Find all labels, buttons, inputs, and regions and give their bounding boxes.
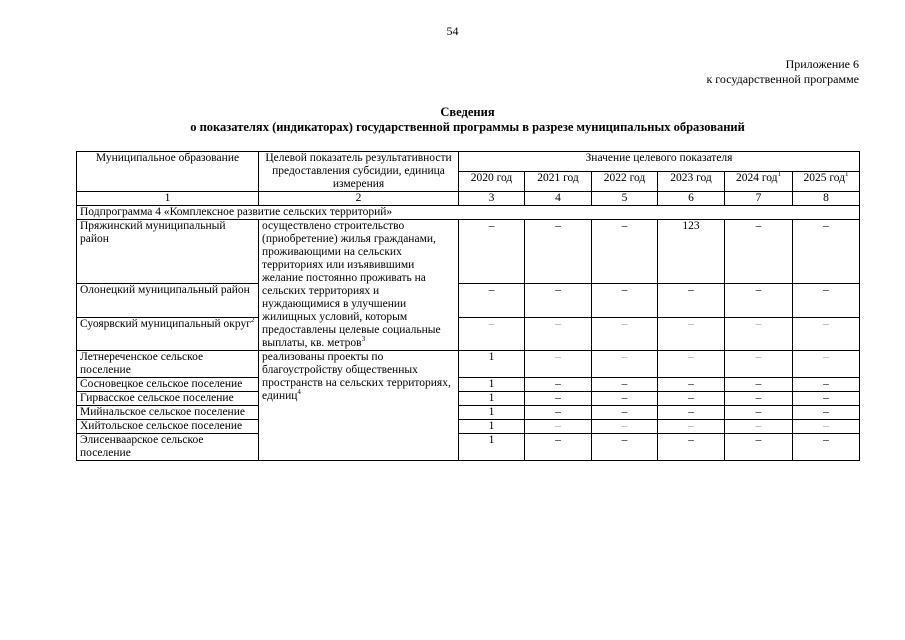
value-cell: –: [525, 220, 592, 284]
header-year: 2022 год: [592, 172, 658, 192]
value-cell: –: [793, 406, 860, 420]
value-cell: –: [592, 351, 658, 378]
value-cell: –: [725, 392, 793, 406]
column-number-row: [77, 192, 860, 206]
subprogram-title: Подпрограмма 4 «Комплексное развитие сельских территорий»: [77, 206, 860, 220]
value-cell: –: [725, 351, 793, 378]
value-cell: –: [725, 434, 793, 461]
footnote-mark: 1: [845, 170, 849, 179]
value-cell: –: [592, 284, 658, 317]
value-cell: –: [793, 378, 860, 392]
value-cell: –: [658, 420, 725, 434]
footnote-mark: 1: [777, 170, 782, 179]
value-cell: –: [525, 317, 592, 350]
table-row: [77, 420, 860, 434]
footnote-mark: 2: [250, 315, 255, 324]
title-line-2: о показателях (индикаторах) государственной программы в разрезе муниципальных образований: [190, 120, 745, 134]
value-cell: 1: [459, 434, 525, 461]
value-cell: –: [725, 220, 793, 284]
value-cell: –: [725, 317, 793, 350]
page-number: 54: [446, 24, 459, 38]
municipality-name: Мийнальское сельское поселение: [77, 406, 259, 420]
column-number: 6: [658, 192, 725, 206]
value-cell: –: [658, 392, 725, 406]
column-number: 3: [459, 192, 525, 206]
column-number: 7: [725, 192, 793, 206]
value-cell: –: [793, 220, 860, 284]
value-cell: –: [459, 220, 525, 284]
value-cell: –: [525, 351, 592, 378]
value-cell: –: [459, 284, 525, 317]
value-cell: –: [658, 284, 725, 317]
value-cell: –: [725, 284, 793, 317]
value-cell: –: [793, 351, 860, 378]
table-row: [77, 406, 860, 420]
value-cell: 1: [459, 406, 525, 420]
table-row: [77, 220, 860, 284]
header-year: 2023 год: [658, 172, 725, 192]
footnote-mark: 4: [297, 388, 301, 397]
appendix-caption: [706, 57, 859, 87]
header-municipality: Муниципальное образование: [77, 152, 259, 192]
header-year: 2020 год: [459, 172, 525, 192]
value-cell: –: [592, 434, 658, 461]
value-cell: –: [592, 317, 658, 350]
value-cell: –: [592, 378, 658, 392]
footnote-mark: 3: [361, 335, 366, 344]
header-year: 2025 год$^1$: [793, 172, 860, 192]
column-number: 1: [77, 192, 259, 206]
indicator-text: осуществлено строительство (приобретение) жилья гражданами, проживающими на сельских территориях или изъявившими желание постоянно проживать на сельских территориях и нуждающимися в улучшении жилищных условий, которым предоставлены целевые социальные выплаты, кв. метров$^3$: [259, 220, 459, 351]
document-title: [0, 105, 905, 135]
value-cell: –: [793, 392, 860, 406]
value-cell: 123: [658, 220, 725, 284]
municipality-name: Гирвасское сельское поселение: [77, 392, 259, 406]
header-year: 2021 год: [525, 172, 592, 192]
value-cell: –: [658, 434, 725, 461]
value-cell: 1: [459, 392, 525, 406]
column-number: 8: [793, 192, 860, 206]
value-cell: –: [525, 284, 592, 317]
value-cell: 1: [459, 351, 525, 378]
subprogram-row: [77, 206, 860, 220]
column-number: 4: [525, 192, 592, 206]
value-cell: –: [725, 406, 793, 420]
header-indicator: Целевой показатель результативности предоставления субсидии, единица измерения: [259, 152, 459, 192]
indicators-table: [76, 151, 860, 461]
appendix-line-2: к государственной программе: [706, 72, 859, 86]
header-year: 2024 год$^1$: [725, 172, 793, 192]
indicator-text: реализованы проекты по благоустройству общественных пространств на сельских территориях, единиц$^4$: [259, 351, 459, 461]
municipality-name: Олонецкий муниципальный район: [77, 284, 259, 317]
table-row: [77, 392, 860, 406]
value-cell: –: [525, 406, 592, 420]
value-cell: –: [793, 284, 860, 317]
column-number: 5: [592, 192, 658, 206]
municipality-name: Хийтольское сельское поселение: [77, 420, 259, 434]
municipality-name: Элисенваарское сельское поселение: [77, 434, 259, 461]
value-cell: –: [592, 392, 658, 406]
value-cell: 1: [459, 378, 525, 392]
value-cell: –: [592, 220, 658, 284]
value-cell: 1: [459, 420, 525, 434]
value-cell: –: [658, 406, 725, 420]
value-cell: –: [793, 317, 860, 350]
value-cell: –: [793, 420, 860, 434]
value-cell: –: [725, 378, 793, 392]
header-value-group: Значение целевого показателя: [459, 152, 860, 172]
table-row: [77, 284, 860, 317]
municipality-name: Сосновецкое сельское поселение: [77, 378, 259, 392]
value-cell: –: [525, 434, 592, 461]
value-cell: –: [525, 392, 592, 406]
table-row: [77, 434, 860, 461]
municipality-name: Суоярвский муниципальный округ$^2$: [77, 317, 259, 350]
title-line-1: Сведения: [440, 105, 495, 119]
header-row-1: [77, 152, 860, 172]
appendix-line-1: Приложение 6: [785, 57, 859, 71]
value-cell: –: [793, 434, 860, 461]
value-cell: –: [525, 378, 592, 392]
table-row: [77, 378, 860, 392]
table-row: [77, 351, 860, 378]
value-cell: –: [658, 317, 725, 350]
value-cell: –: [658, 378, 725, 392]
table-row: [77, 317, 860, 350]
value-cell: –: [725, 420, 793, 434]
municipality-name: Летнереченское сельское поселение: [77, 351, 259, 378]
municipality-name: Пряжинский муниципальный район: [77, 220, 259, 284]
value-cell: –: [459, 317, 525, 350]
value-cell: –: [525, 420, 592, 434]
value-cell: –: [592, 406, 658, 420]
column-number: 2: [259, 192, 459, 206]
value-cell: –: [592, 420, 658, 434]
value-cell: –: [658, 351, 725, 378]
